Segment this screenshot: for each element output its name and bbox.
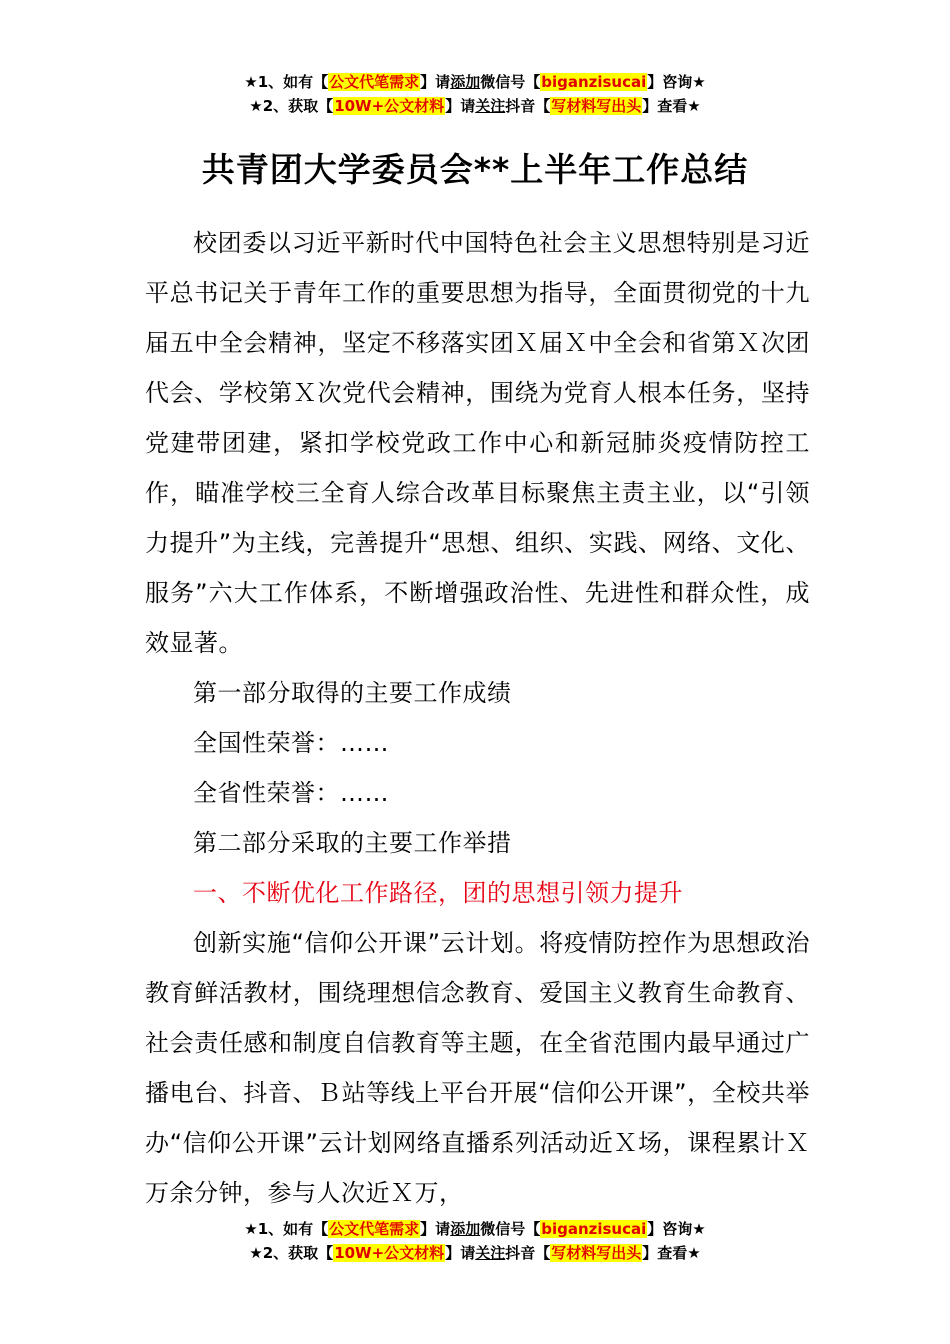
footer-banner bbox=[0, 1217, 950, 1265]
banner-highlight: 公文代笔需求 bbox=[329, 1220, 420, 1238]
banner-highlight: 10W+公文材料 bbox=[334, 97, 445, 115]
part-two-heading: 第二部分采取的主要工作举措 bbox=[193, 829, 512, 857]
banner-line-1 bbox=[0, 70, 950, 94]
banner-highlight: biganzisucai bbox=[541, 73, 647, 91]
banner-text: 抖音【 bbox=[505, 1244, 551, 1262]
banner-highlight: 公文代笔需求 bbox=[329, 73, 420, 91]
banner-text: 抖音【 bbox=[505, 97, 551, 115]
banner-text: 】咨询★ bbox=[647, 73, 706, 91]
section-one-paragraph: 创新实施“信仰公开课”云计划。将疫情防控作为思想政治教育鲜活教材，围绕理想信念教育、爱国主义教育生命教育、社会责任感和制度自信教育等主题，在全省范围内最早通过广播电台、抖音、Ｂ站等线上平台开展“信仰公开课”，全校共举办“信仰公开课”云计划网络直播系列活动近Ｘ场，课程累计Ｘ万余分钟，参与人次近Ｘ万， bbox=[145, 929, 810, 1207]
banner-text: 】请 bbox=[420, 1220, 451, 1238]
banner-text: ★2、获取【 bbox=[249, 97, 334, 115]
banner-text: ★1、如有【 bbox=[244, 73, 329, 91]
banner-emphasis: 添加 bbox=[450, 73, 481, 91]
banner-highlight: 10W+公文材料 bbox=[334, 1244, 445, 1262]
banner-text: 】咨询★ bbox=[647, 1220, 706, 1238]
document-body bbox=[145, 218, 810, 1218]
banner-highlight: biganzisucai bbox=[541, 1220, 647, 1238]
banner-emphasis: 添加 bbox=[450, 1220, 481, 1238]
national-honors-line: 全国性荣誉：…… bbox=[193, 729, 389, 757]
banner-text: 】请 bbox=[420, 73, 451, 91]
banner-text: ★2、获取【 bbox=[249, 1244, 334, 1262]
banner-text: 】请 bbox=[445, 97, 476, 115]
banner-text: ★1、如有【 bbox=[244, 1220, 329, 1238]
provincial-honors-line: 全省性荣誉：…… bbox=[193, 779, 389, 807]
banner-highlight: 写材料写出头 bbox=[551, 97, 642, 115]
banner-text: 】查看★ bbox=[642, 97, 701, 115]
banner-text: 】查看★ bbox=[642, 1244, 701, 1262]
banner-text: 】请 bbox=[445, 1244, 476, 1262]
intro-paragraph: 校团委以习近平新时代中国特色社会主义思想特别是习近平总书记关于青年工作的重要思想为指导，全面贯彻党的十九届五中全会精神，坚定不移落实团Ｘ届Ｘ中全会和省第Ｘ次团代会、学校第Ｘ次党代会精神，围绕为党育人根本任务，坚持党建带团建，紧扣学校党政工作中心和新冠肺炎疫情防控工作，瞄准学校三全育人综合改革目标聚焦主责主业，以“引领力提升”为主线，完善提升“思想、组织、实践、网络、文化、服务”六大工作体系，不断增强政治性、先进性和群众性，成效显著。 bbox=[145, 229, 810, 657]
banner-highlight: 写材料写出头 bbox=[551, 1244, 642, 1262]
header-banner bbox=[0, 70, 950, 118]
part-one-heading: 第一部分取得的主要工作成绩 bbox=[193, 679, 512, 707]
banner-line-2 bbox=[0, 94, 950, 118]
document-title: 共青团大学委员会**上半年工作总结 bbox=[201, 150, 749, 189]
section-one-heading: 一、不断优化工作路径，团的思想引领力提升 bbox=[193, 879, 683, 907]
banner-line-2 bbox=[0, 1241, 950, 1265]
banner-text: 微信号【 bbox=[480, 1220, 541, 1238]
banner-line-1 bbox=[0, 1217, 950, 1241]
banner-emphasis: 关注 bbox=[475, 97, 506, 115]
banner-emphasis: 关注 bbox=[475, 1244, 506, 1262]
banner-text: 微信号【 bbox=[480, 73, 541, 91]
